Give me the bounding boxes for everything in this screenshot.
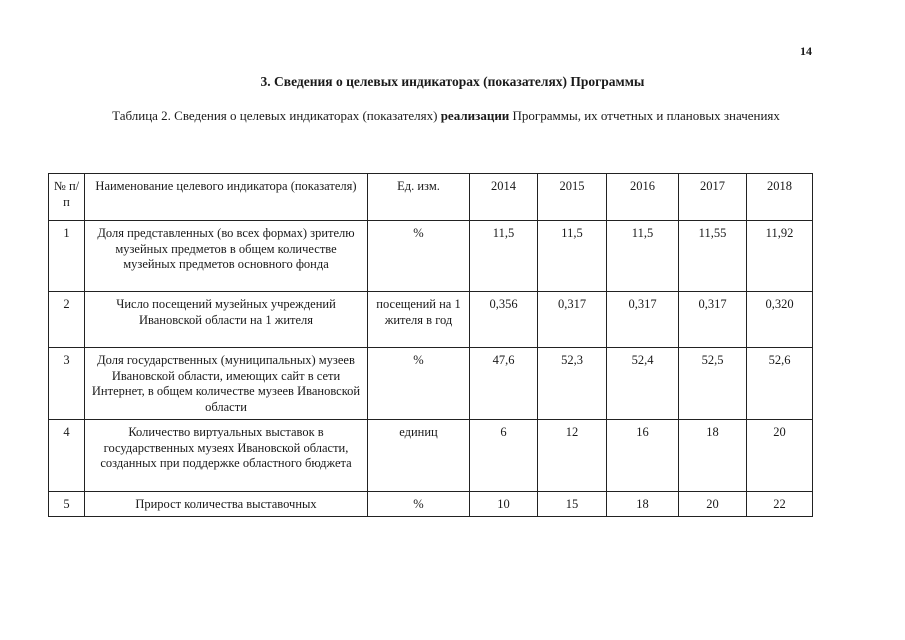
cell-2017: 0,317 bbox=[679, 292, 747, 348]
header-unit: Ед. изм. bbox=[368, 174, 470, 221]
cell-2014: 47,6 bbox=[470, 348, 538, 420]
cell-2016: 52,4 bbox=[607, 348, 679, 420]
cell-2014: 10 bbox=[470, 492, 538, 517]
cell-2015: 12 bbox=[538, 420, 607, 492]
table-row bbox=[49, 420, 813, 492]
caption-text-1: Таблица 2. Сведения о целевых индикаторах (показателях) bbox=[112, 108, 441, 123]
cell-name: Число посещений музейных учреждений Ивановской области на 1 жителя bbox=[85, 292, 368, 348]
cell-2018: 22 bbox=[747, 492, 813, 517]
cell-name: Доля представленных (во всех формах) зрителю музейных предметов в общем количестве музейных предметов основного фонда bbox=[85, 221, 368, 292]
cell-2017: 18 bbox=[679, 420, 747, 492]
cell-2015: 52,3 bbox=[538, 348, 607, 420]
table-row bbox=[49, 221, 813, 292]
header-2016: 2016 bbox=[607, 174, 679, 221]
table-row bbox=[49, 292, 813, 348]
header-num: № п/п bbox=[49, 174, 85, 221]
cell-name: Количество виртуальных выставок в государственных музеях Ивановской области, созданных при поддержке областного бюджета bbox=[85, 420, 368, 492]
cell-unit: единиц bbox=[368, 420, 470, 492]
cell-2018: 52,6 bbox=[747, 348, 813, 420]
cell-unit: % bbox=[368, 348, 470, 420]
table-row bbox=[49, 348, 813, 420]
cell-2016: 16 bbox=[607, 420, 679, 492]
cell-name: Прирост количества выставочных bbox=[85, 492, 368, 517]
cell-2017: 20 bbox=[679, 492, 747, 517]
header-name: Наименование целевого индикатора (показателя) bbox=[85, 174, 368, 221]
cell-unit: % bbox=[368, 221, 470, 292]
cell-2015: 11,5 bbox=[538, 221, 607, 292]
cell-2014: 6 bbox=[470, 420, 538, 492]
cell-2018: 0,320 bbox=[747, 292, 813, 348]
caption-text-bold: реализации bbox=[440, 108, 510, 123]
indicators-table bbox=[48, 173, 813, 517]
cell-num: 2 bbox=[49, 292, 85, 348]
cell-2016: 0,317 bbox=[607, 292, 679, 348]
cell-2017: 52,5 bbox=[679, 348, 747, 420]
header-2017: 2017 bbox=[679, 174, 747, 221]
cell-2015: 0,317 bbox=[538, 292, 607, 348]
header-2014: 2014 bbox=[470, 174, 538, 221]
section-heading: 3. Сведения о целевых индикаторах (показателях) Программы bbox=[260, 74, 645, 89]
cell-num: 3 bbox=[49, 348, 85, 420]
cell-2018: 11,92 bbox=[747, 221, 813, 292]
cell-name: Доля государственных (муниципальных) музеев Ивановской области, имеющих сайт в сети Интернет, в общем количестве музеев Ивановской области bbox=[85, 348, 368, 420]
table-caption bbox=[90, 108, 802, 124]
header-2015: 2015 bbox=[538, 174, 607, 221]
table-header-row bbox=[49, 174, 813, 221]
cell-2018: 20 bbox=[747, 420, 813, 492]
cell-num: 1 bbox=[49, 221, 85, 292]
cell-2015: 15 bbox=[538, 492, 607, 517]
cell-2016: 18 bbox=[607, 492, 679, 517]
cell-unit: % bbox=[368, 492, 470, 517]
header-2018: 2018 bbox=[747, 174, 813, 221]
cell-2014: 0,356 bbox=[470, 292, 538, 348]
table-row bbox=[49, 492, 813, 517]
cell-2017: 11,55 bbox=[679, 221, 747, 292]
cell-2014: 11,5 bbox=[470, 221, 538, 292]
cell-unit: посещений на 1 жителя в год bbox=[368, 292, 470, 348]
cell-num: 5 bbox=[49, 492, 85, 517]
cell-num: 4 bbox=[49, 420, 85, 492]
cell-2016: 11,5 bbox=[607, 221, 679, 292]
page-number: 14 bbox=[800, 44, 812, 58]
caption-text-2: Программы, их отчетных и плановых значениях bbox=[509, 108, 780, 123]
